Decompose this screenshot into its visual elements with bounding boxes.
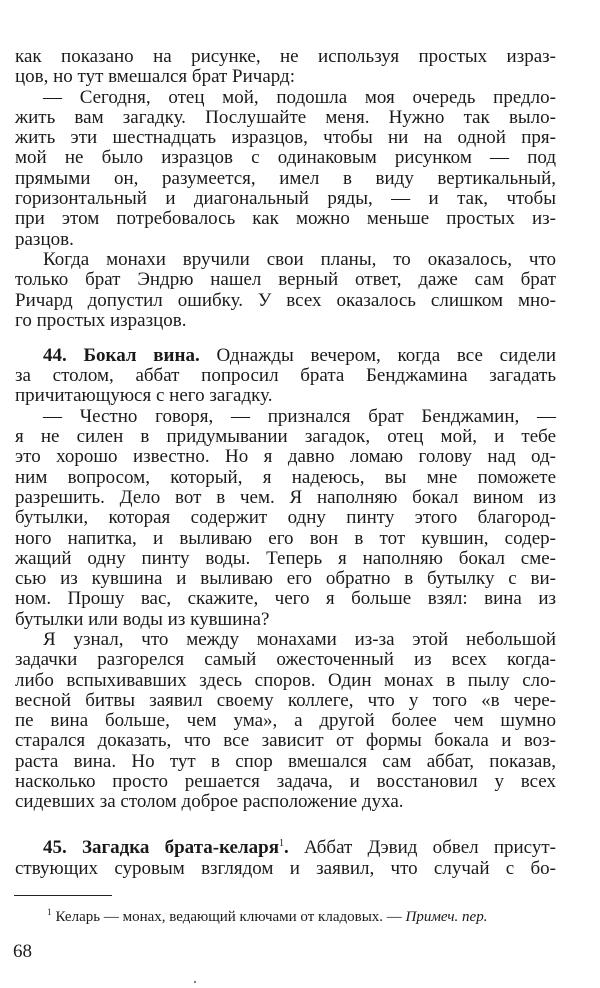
- text-line: сидевших за столом доброе расположение духа.: [15, 791, 404, 813]
- line-text: Аббат Дэвид обвел присут-: [288, 837, 556, 859]
- footnote-note: Примеч. пер.: [405, 909, 488, 925]
- text-line: ном. Прошу вас, скажите, чего я больше взял: вина из: [15, 588, 556, 610]
- problem-paragraph: [15, 838, 556, 879]
- text-line: пе вина больше, чем ума», а другой более чем шумно: [15, 710, 556, 732]
- text-line: жить эти шестнадцать изразцов, чтобы ни на одной пря-: [15, 127, 556, 149]
- text-line: причитающуюся с него загадку.: [15, 385, 273, 407]
- text-line: разцов.: [15, 228, 74, 250]
- paragraph: [15, 630, 556, 813]
- footnote-marker: 1: [47, 907, 52, 917]
- problem-paragraph: [15, 346, 556, 407]
- text-line: го простых изразцов.: [15, 309, 187, 331]
- page-body: [15, 47, 556, 879]
- section-gap: [15, 331, 556, 346]
- text-line: ним вопросом, который, я надеюсь, вы мне поможете: [15, 466, 556, 488]
- text-line: бутылки или воды из кувшина?: [15, 608, 270, 630]
- text-line: только брат Эндрю нашел верный ответ, даже сам брат: [15, 269, 556, 291]
- footnote-text: Келарь — монах, ведающий ключами от кладовых. —: [55, 909, 406, 925]
- footnote: [47, 909, 487, 926]
- footnote-reference: 1: [279, 838, 285, 850]
- paragraph: [15, 88, 556, 250]
- paragraph: [15, 250, 556, 331]
- text-line: [15, 838, 556, 858]
- text-line: как показано на рисунке, не используя простых израз-: [15, 46, 556, 67]
- text-line: либо вспыхивавших здесь споров. Один монах в пылу сло-: [15, 669, 556, 691]
- footnote-divider: [14, 895, 112, 896]
- text-line: [15, 346, 556, 366]
- text-line: жить вам загадку. Послушайте меня. Нужно так выло-: [15, 106, 556, 128]
- text-line: Ричард допустил ошибку. У всех оказалось слишком мно-: [15, 289, 556, 311]
- text-line: за столом, аббат попросил брата Бенджамина загадать: [15, 365, 556, 387]
- text-line: ного напитка, и выливаю его вон в тот кувшин, содер-: [15, 527, 556, 549]
- text-line: разрешить. Дело вот в чем. Я наполняю бокал вином из: [15, 486, 556, 508]
- text-line: раста вина. Но тут в спор вмешался сам аббат, показав,: [15, 750, 556, 772]
- heading-period: .: [284, 837, 289, 859]
- paragraph: [15, 407, 556, 630]
- text-line: мой не было изразцов с одинаковым рисунком — под: [15, 147, 556, 169]
- text-line: ствующих суровым взглядом и заявил, что случай с бо-: [15, 857, 556, 879]
- text-line: весной битвы заявил своему коллеге, что у того «в чере-: [15, 689, 556, 711]
- text-line: насколько просто решается задача, и восстановил у всех: [15, 771, 556, 793]
- text-line: Я узнал, что между монахами из-за этой небольшой: [43, 629, 556, 650]
- line-text: Однажды вечером, когда все сидели: [199, 344, 556, 366]
- text-line: при этом потребовалось как можно меньше простых из-: [15, 208, 556, 230]
- section-gap: [15, 813, 556, 839]
- text-line: старался доказать, что все зависит от формы бокала и воз-: [15, 730, 556, 752]
- text-line: прямыми он, разумеется, имел в виду вертикальный,: [15, 167, 556, 189]
- text-line: Когда монахи вручили свои планы, то оказалось, что: [43, 248, 556, 270]
- text-line: я не силен в придумывании загадок, отец мой, и тебе: [15, 426, 556, 448]
- text-line: цов, но тут вмешался брат Ричард:: [15, 66, 295, 88]
- text-line: сью из кувшина и выливаю его обратно в бутылку с ви-: [15, 568, 556, 590]
- text-line: это хорошо известно. Но я давно ломаю голову над од-: [15, 446, 556, 468]
- page-number: 68: [13, 941, 32, 962]
- problem-heading: 44. Бокал вина.: [43, 344, 200, 366]
- text-line: — Сегодня, отец мой, подошла моя очередь предло-: [43, 86, 556, 108]
- text-line: задачки разгорелся самый ожесточенный из всех когда-: [15, 649, 556, 671]
- text-line: горизонтальный и диагональный ряды, — и так, чтобы: [15, 188, 556, 210]
- text-line: бутылки, которая содержит одну пинту этого благород-: [15, 507, 556, 529]
- paragraph: [15, 47, 556, 88]
- text-line: — Честно говоря, — признался брат Бенджамин, —: [43, 405, 556, 427]
- scan-speck: [194, 981, 196, 983]
- text-line: жащий одну пинту воды. Теперь я наполняю бокал сме-: [15, 547, 556, 569]
- problem-heading: 45. Загадка брата-келаря: [43, 837, 280, 859]
